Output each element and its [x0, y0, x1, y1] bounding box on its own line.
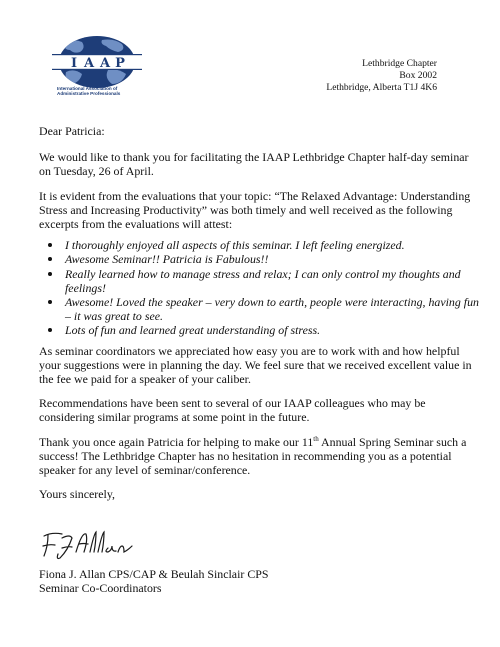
logo-letter-p: P	[115, 56, 125, 71]
logo-tagline-line1: International Association of	[57, 86, 118, 91]
address-line-2: Box 2002	[399, 70, 437, 81]
list-item: Awesome! Loved the speaker – very down to earth, people were interacting, having fun – it was great to see.	[65, 295, 479, 324]
paragraph-closing-thanks	[39, 435, 479, 478]
letter-body	[39, 124, 479, 501]
closing-thanks-end: Annual Spring Seminar such a success! The Lethbridge Chapter has no hesitation in recommending you as a potential speaker for any level of seminar/conference.	[39, 434, 467, 478]
salutation: Dear Patricia:	[39, 124, 105, 138]
list-item: Awesome Seminar!! Patricia is Fabulous!!	[65, 252, 479, 266]
paragraph-recommendations: Recommendations have been sent to several of our IAAP colleagues who may be considering similar programs at some point in the future.	[39, 396, 426, 425]
address-line-1: Lethbridge Chapter	[362, 58, 437, 69]
iaap-logo	[52, 34, 142, 108]
signer-names: Fiona J. Allan CPS/CAP & Beulah Sinclair CPS	[39, 567, 269, 581]
paragraph-appreciation: As seminar coordinators we appreciated how easy you are to work with and how helpful your suggestions were in planning the day. We feel sure that we received excellent value in the fee we paid for a speaker of your caliber.	[39, 343, 472, 387]
evaluation-quotes-list	[39, 238, 479, 337]
signer-block	[39, 567, 268, 595]
list-item: Lots of fun and learned great understanding of stress.	[65, 323, 479, 337]
closing-thanks-start: Thank you once again Patricia for helping to make our 11	[39, 434, 314, 449]
complimentary-close: Yours sincerely,	[39, 487, 115, 502]
list-item: Really learned how to manage stress and relax; I can only control my thoughts and feelings!	[65, 267, 479, 295]
handwritten-signature	[38, 526, 138, 562]
logo-letter-a1: A	[83, 56, 95, 71]
paragraph-thanks: We would like to thank you for facilitating the IAAP Lethbridge Chapter half-day seminar on Tuesday, 26 of April.	[39, 150, 469, 179]
signer-title: Seminar Co-Coordinators	[39, 581, 162, 596]
signature-icon	[38, 526, 138, 562]
logo-letter-a2: A	[99, 56, 111, 71]
list-item: I thoroughly enjoyed all aspects of this seminar. I left feeling energized.	[65, 238, 479, 252]
return-address	[326, 58, 437, 94]
globe-icon	[52, 34, 142, 90]
ordinal-suffix: th	[313, 434, 319, 443]
logo-tagline	[57, 86, 141, 97]
address-line-3: Lethbridge, Alberta T1J 4K6	[326, 82, 437, 93]
paragraph-evaluations: It is evident from the evaluations that your topic: “The Relaxed Advantage: Understanding Stress and Increasing Productivity” was both timely and well received as the following excerpts from the evaluations will attest:	[39, 188, 471, 232]
logo-letter-i: I	[70, 56, 78, 71]
logo-tagline-line2: Administrative Professionals	[57, 91, 121, 97]
